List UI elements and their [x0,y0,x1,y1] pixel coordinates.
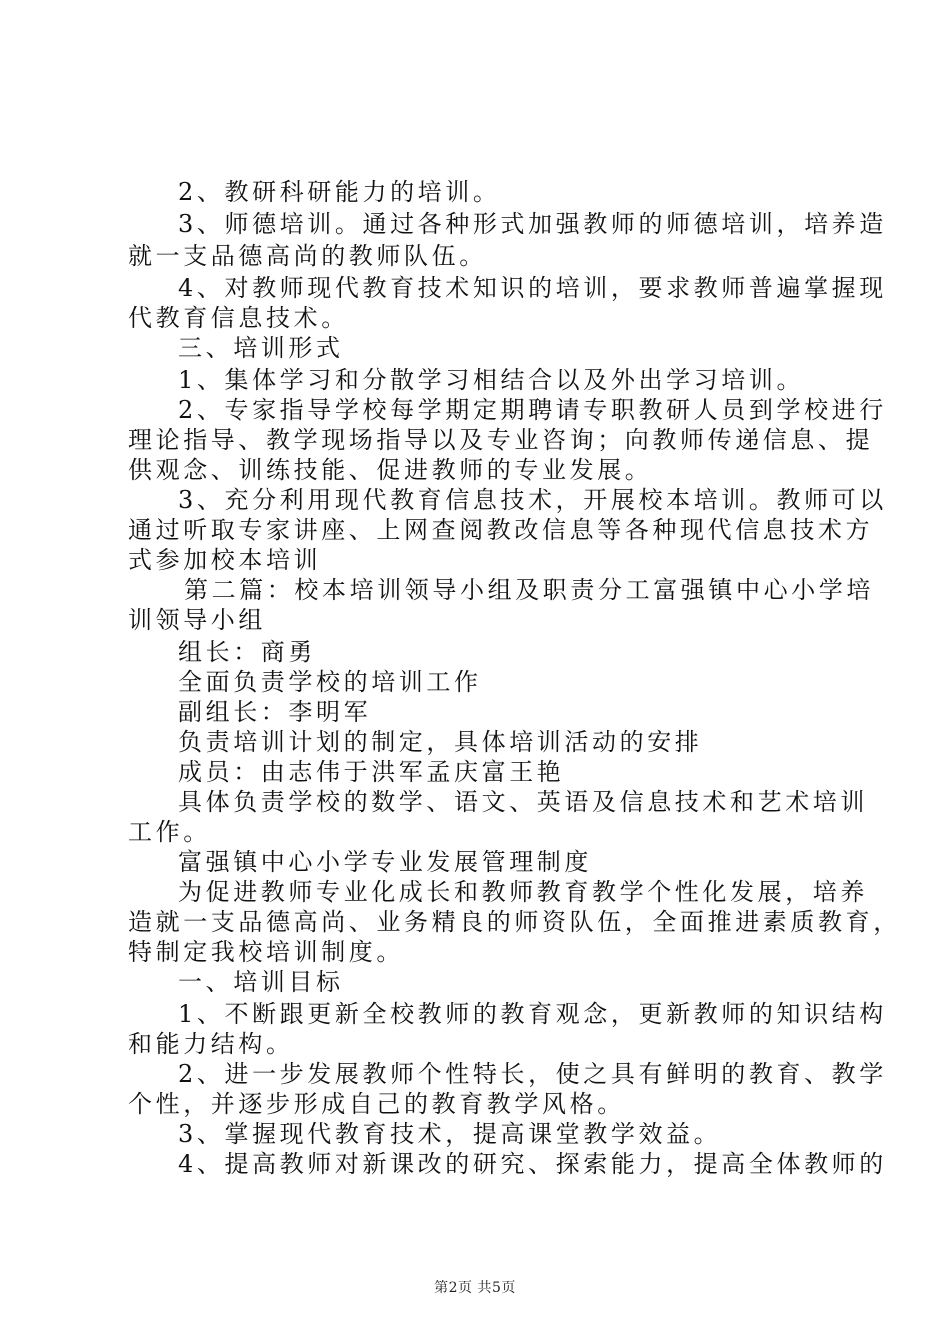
section-heading: 一、培训目标 [178,968,344,996]
text-line: 工作。 [128,818,211,846]
text-line: 3、充分利用现代教育信息技术，开展校本培训。教师可以 [178,486,887,514]
text-line: 2、教研科研能力的培训。 [178,178,501,206]
section-heading: 三、培训形式 [178,334,344,362]
text-line: 负责培训计划的制定，具体培训活动的安排 [178,728,703,756]
text-line: 1、集体学习和分散学习相结合以及外出学习培训。 [178,366,805,394]
text-line: 全面负责学校的培训工作 [178,668,482,696]
text-line: 2、进一步发展教师个性特长，使之具有鲜明的教育、教学 [178,1060,887,1088]
text-line: 具体负责学校的数学、语文、英语及信息技术和艺术培训 [178,788,868,816]
text-line: 3、师德培训。通过各种形式加强教师的师德培训，培养造 [178,210,887,238]
text-line: 2、专家指导学校每学期定期聘请专职教研人员到学校进行 [178,396,887,424]
text-line: 式参加校本培训 [128,546,322,574]
text-line: 代教育信息技术。 [128,304,349,332]
text-line: 特制定我校培训制度。 [128,938,404,966]
text-line: 组长：商勇 [178,638,316,666]
text-line: 4、提高教师对新课改的研究、探索能力，提高全体教师的 [178,1150,887,1178]
text-line: 副组长：李明军 [178,698,372,726]
text-line: 造就一支品德高尚、业务精良的师资队伍，全面推进素质教育， [128,908,901,936]
text-line: 1、不断跟更新全校教师的教育观念，更新教师的知识结构 [178,1000,887,1028]
text-line: 理论指导、教学现场指导以及专业咨询；向教师传递信息、提 [128,426,874,454]
text-line: 3、掌握现代教育技术，提高课堂教学效益。 [178,1120,722,1148]
text-line: 4、对教师现代教育技术知识的培训，要求教师普遍掌握现 [178,274,887,302]
text-line: 成员：由志伟于洪军孟庆富王艳 [178,758,565,786]
text-line: 为促进教师专业化成长和教师教育教学个性化发展，培养 [178,878,868,906]
chapter-heading: 第二篇：校本培训领导小组及职责分工富强镇中心小学培 [184,576,874,604]
text-line: 就一支品德高尚的教师队伍。 [128,242,487,270]
text-line: 训领导小组 [128,606,266,634]
section-heading: 富强镇中心小学专业发展管理制度 [178,848,592,876]
text-line: 个性，并逐步形成自己的教育教学风格。 [128,1090,625,1118]
page-number-footer: 第2页 共5页 [434,1280,516,1296]
text-line: 通过听取专家讲座、上网查阅教改信息等各种现代信息技术方 [128,516,874,544]
text-line: 和能力结构。 [128,1030,294,1058]
text-line: 供观念、训练技能、促进教师的专业发展。 [128,456,653,484]
